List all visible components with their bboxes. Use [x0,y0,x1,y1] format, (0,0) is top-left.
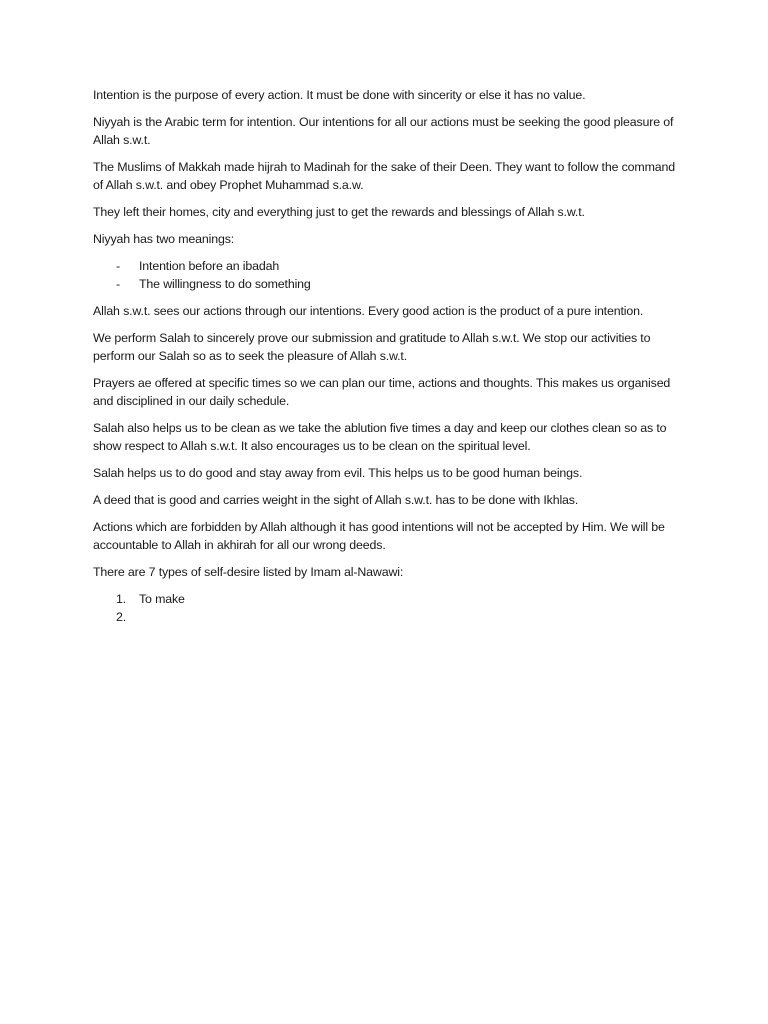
list-item-text: To make [139,592,185,606]
paragraph-niyyah-term: Niyyah is the Arabic term for intention. Our intentions for all our actions must be seeking the good pleasure of Allah s.w.t. [93,115,674,147]
paragraph-two-meanings: Niyyah has two meanings: [93,232,235,246]
paragraph-do-good: Salah helps us to do good and stay away from evil. This helps us to be good human beings. [93,466,583,480]
paragraph-prayer-times: Prayers ae offered at specific times so we can plan our time, actions and thoughts. This makes us organised and disciplined in our daily schedule. [93,376,671,408]
list-item [93,275,683,293]
paragraph-forbidden-actions: Actions which are forbidden by Allah although it has good intentions will not be accepted by Him. We will be accountable to Allah in akhirah for all our wrong deeds. [93,520,665,552]
paragraph-hijrah: The Muslims of Makkah made hijrah to Madinah for the sake of their Deen. They want to follow the command of Allah s.w.t. and obey Prophet Muhammad s.a.w. [93,160,675,192]
document-page [93,86,683,635]
list-item [93,590,683,608]
paragraph-intention: Intention is the purpose of every action. It must be done with sincerity or else it has no value. [93,88,586,102]
list-dash-marker: - [116,277,120,291]
list-item-text: The willingness to do something [139,277,311,291]
list-item [93,257,683,275]
paragraph-perform-salah: We perform Salah to sincerely prove our submission and gratitude to Allah s.w.t. We stop our activities to perform our Salah so as to seek the pleasure of Allah s.w.t. [93,331,651,363]
list-item-text: Intention before an ibadah [139,259,280,273]
list-item [93,608,683,626]
self-desire-list [93,590,683,626]
meanings-list [93,257,683,293]
paragraph-cleanliness: Salah also helps us to be clean as we take the ablution five times a day and keep our clothes clean so as to show respect to Allah s.w.t. It also encourages us to be clean on the spiritual level. [93,421,667,453]
paragraph-left-homes: They left their homes, city and everything just to get the rewards and blessings of Allah s.w.t. [93,205,585,219]
paragraph-sees-actions: Allah s.w.t. sees our actions through our intentions. Every good action is the product of a pure intention. [93,304,644,318]
list-dash-marker: - [116,259,120,273]
list-number-marker: 1. [116,592,127,606]
list-number-marker: 2. [116,610,127,624]
paragraph-ikhlas: A deed that is good and carries weight in the sight of Allah s.w.t. has to be done with Ikhlas. [93,493,579,507]
paragraph-self-desire: There are 7 types of self-desire listed by Imam al-Nawawi: [93,565,404,579]
